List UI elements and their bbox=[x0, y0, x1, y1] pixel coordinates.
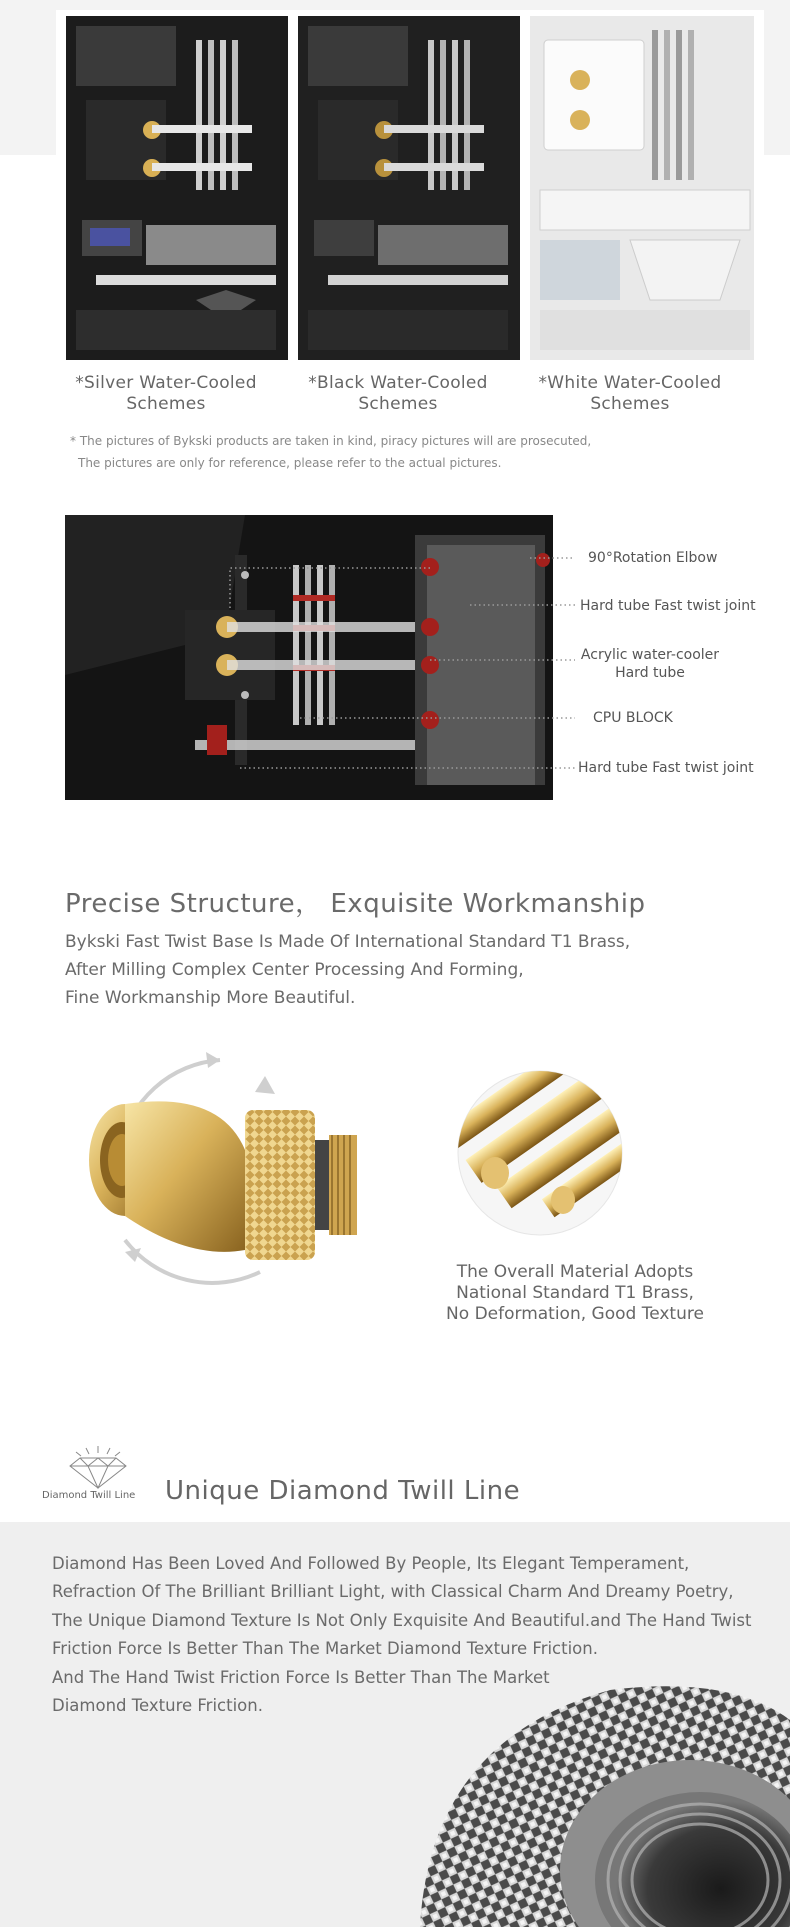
disclaimer-line: * The pictures of Bykski products are taken in kind, piracy pictures will are prosecuted, bbox=[70, 434, 592, 448]
callout-line: Hard tube bbox=[615, 665, 685, 681]
caption-line: Schemes bbox=[358, 394, 438, 414]
diamond-title: Unique Diamond Twill Line bbox=[165, 1476, 521, 1506]
callout-fast-twist-joint-bottom: Hard tube Fast twist joint bbox=[578, 760, 754, 776]
callout-cpu-block: CPU BLOCK bbox=[593, 710, 673, 726]
material-line: The Overall Material Adopts bbox=[456, 1262, 694, 1282]
brass-rods-image bbox=[455, 1068, 625, 1238]
diamond-icon-label: Diamond Twill Line bbox=[42, 1490, 136, 1501]
diamond-line: And The Hand Twist Friction Force Is Better Than The Market bbox=[52, 1667, 550, 1687]
diamond-line: Friction Force Is Better Than The Market Diamond Texture Friction. bbox=[52, 1639, 598, 1659]
caption-line: *Black Water-Cooled bbox=[308, 373, 488, 393]
callout-acrylic-hard-tube bbox=[580, 646, 720, 682]
structure-line: Fine Workmanship More Beautiful. bbox=[65, 988, 356, 1008]
caption-line: Schemes bbox=[126, 394, 206, 414]
material-line: National Standard T1 Brass, bbox=[456, 1283, 694, 1303]
callout-leader-lines bbox=[0, 0, 790, 820]
brass-elbow-fitting-image bbox=[70, 1040, 370, 1300]
material-description bbox=[430, 1262, 720, 1325]
structure-description bbox=[65, 928, 630, 1012]
caption-line: Schemes bbox=[590, 394, 670, 414]
caption-line: *Silver Water-Cooled bbox=[75, 373, 257, 393]
caption-line: *White Water-Cooled bbox=[538, 373, 722, 393]
material-line: No Deformation, Good Texture bbox=[446, 1304, 704, 1324]
diamond-line: The Unique Diamond Texture Is Not Only Exquisite And Beautiful.and The Hand Twist bbox=[52, 1610, 752, 1630]
structure-title: Precise Structure， Exquisite Workmanship bbox=[65, 889, 646, 919]
diamond-icon bbox=[68, 1444, 128, 1490]
structure-line: Bykski Fast Twist Base Is Made Of International Standard T1 Brass, bbox=[65, 932, 631, 952]
disclaimer-line: The pictures are only for reference, please refer to the actual pictures. bbox=[78, 456, 502, 470]
callout-fast-twist-joint-top: Hard tube Fast twist joint bbox=[580, 598, 756, 614]
knurled-ring-closeup-image bbox=[400, 1680, 790, 1927]
diamond-line: Diamond Has Been Loved And Followed By People, Its Elegant Temperament, bbox=[52, 1554, 690, 1573]
structure-line: After Milling Complex Center Processing And Forming, bbox=[65, 960, 524, 980]
callout-rotation-elbow: 90°Rotation Elbow bbox=[588, 550, 718, 566]
diamond-line: Diamond Texture Friction. bbox=[52, 1696, 263, 1716]
diamond-line: Refraction Of The Brilliant Brilliant Light, with Classical Charm And Dreamy Poetry, bbox=[52, 1582, 734, 1602]
callout-line: Acrylic water-cooler bbox=[580, 647, 720, 663]
